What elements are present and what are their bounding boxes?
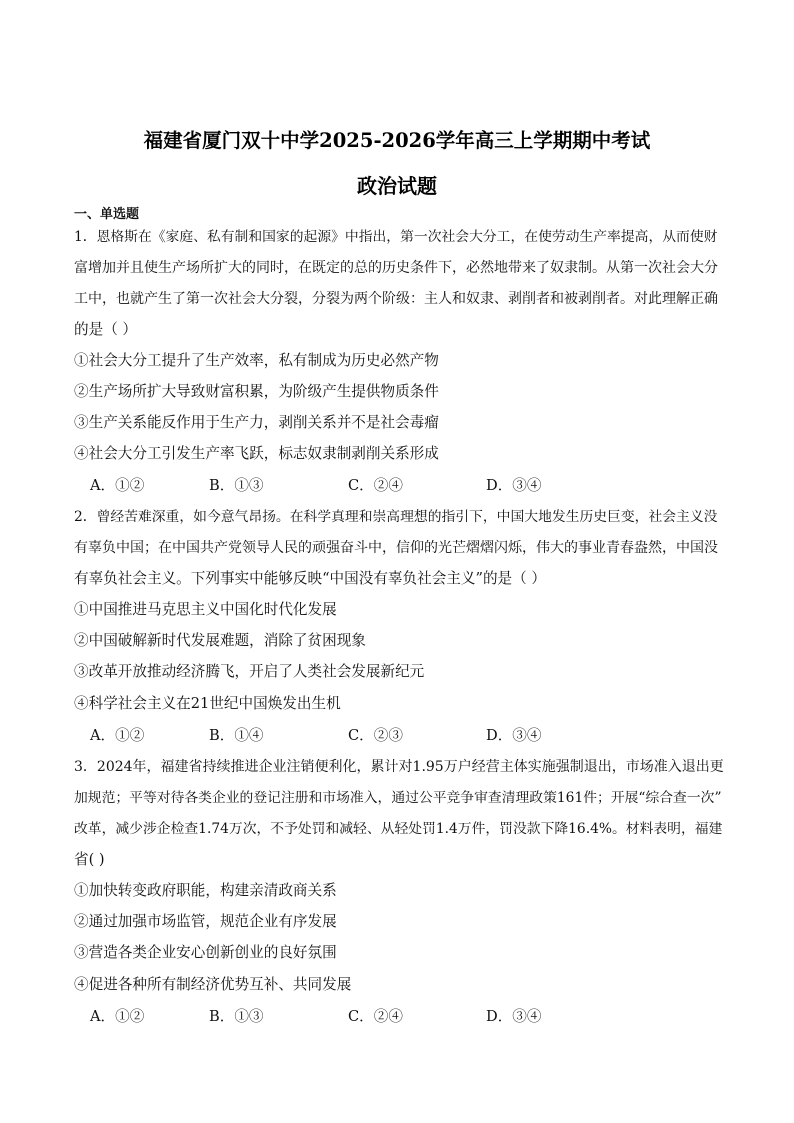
question-1-item-3: ③生产关系能反作用于生产力，剥削关系并不是社会毒瘤 bbox=[74, 414, 439, 431]
question-2-option-d[interactable]: D．③④ bbox=[486, 727, 542, 744]
question-1-item-1: ①社会大分工提升了生产效率，私有制成为历史必然产物 bbox=[74, 352, 439, 369]
question-1-line-3: 工中，也就产生了第一次社会大分裂，分裂为两个阶级：主人和奴隶、剥削者和被剥削者。对此理解正确 bbox=[74, 291, 718, 307]
question-2-option-c[interactable]: C．②③ bbox=[348, 727, 403, 744]
question-1-line-1: 1．恩格斯在《家庭、私有制和国家的起源》中指出，第一次社会大分工，在使劳动生产率提高，从而使财 bbox=[74, 229, 718, 245]
question-2-option-b[interactable]: B．①④ bbox=[209, 727, 264, 744]
question-3-item-1: ①加快转变政府职能，构建亲清政商关系 bbox=[74, 882, 337, 899]
exam-subtitle: 政治试题 bbox=[357, 174, 437, 198]
exam-title: 福建省厦门双十中学2025-2026学年高三上学期期中考试 bbox=[143, 129, 651, 152]
question-3-item-2: ②通过加强市场监管，规范企业有序发展 bbox=[74, 913, 337, 930]
question-1-line-2: 富增加并且使生产场所扩大的同时，在既定的总的历史条件下，必然地带来了奴隶制。从第一次社会大分 bbox=[74, 260, 718, 276]
question-3-line-2: 加规范；平等对待各类企业的登记注册和市场准入，通过公平竞争审查清理政策161件；开展“综合查一次” bbox=[74, 790, 722, 806]
question-1-item-2: ②生产场所扩大导致财富积累，为阶级产生提供物质条件 bbox=[74, 383, 439, 400]
question-1-option-b[interactable]: B．①③ bbox=[209, 477, 264, 494]
question-2-option-a[interactable]: A．①② bbox=[90, 727, 145, 744]
question-3-option-d[interactable]: D．③④ bbox=[486, 1008, 542, 1025]
question-3-line-4: 省( ) bbox=[74, 851, 105, 868]
question-2-line-2: 有辜负中国；在中国共产党领导人民的顽强奋斗中，信仰的光芒熠熠闪烁，伟大的事业青春盎然，中国没 bbox=[74, 540, 718, 556]
question-2-line-3: 有辜负社会主义。下列事实中能够反映“中国没有辜负社会主义”的是（ ） bbox=[74, 570, 546, 587]
question-2-item-3: ③改革开放推动经济腾飞，开启了人类社会发展新纪元 bbox=[74, 663, 425, 680]
question-3-option-c[interactable]: C．②④ bbox=[348, 1008, 403, 1025]
question-3-line-3: 改革，减少涉企检查1.74万次，不予处罚和减轻、从轻处罚1.4万件，罚没款下降16.4%。材料表明，福建 bbox=[74, 821, 723, 837]
question-1-option-d[interactable]: D．③④ bbox=[486, 477, 542, 494]
question-2-item-1: ①中国推进马克思主义中国化时代化发展 bbox=[74, 601, 337, 618]
question-3-item-3: ③营造各类企业安心创新创业的良好氛围 bbox=[74, 944, 337, 961]
question-1-option-c[interactable]: C．②④ bbox=[348, 477, 403, 494]
question-2-item-2: ②中国破解新时代发展难题，消除了贫困现象 bbox=[74, 632, 366, 649]
question-3-option-a[interactable]: A．①② bbox=[90, 1008, 145, 1025]
question-2-line-1: 2．曾经苦难深重，如今意气昂扬。在科学真理和崇高理想的指引下，中国大地发生历史巨变，社会主义没 bbox=[74, 509, 718, 525]
question-1-item-4: ④社会大分工引发生产率飞跃，标志奴隶制剥削关系形成 bbox=[74, 445, 439, 462]
question-3-option-b[interactable]: B．①③ bbox=[209, 1008, 264, 1025]
question-2-item-4: ④科学社会主义在21世纪中国焕发出生机 bbox=[74, 695, 341, 712]
section-heading: 一、单选题 bbox=[74, 207, 140, 222]
question-3-line-1: 3．2024年，福建省持续推进企业注销便利化，累计对1.95万户经营主体实施强制退出，市场准入退出更 bbox=[74, 759, 724, 775]
question-1-line-4: 的是（ ） bbox=[74, 321, 138, 338]
question-1-option-a[interactable]: A．①② bbox=[90, 477, 145, 494]
question-3-item-4: ④促进各种所有制经济优势互补、共同发展 bbox=[74, 976, 352, 993]
